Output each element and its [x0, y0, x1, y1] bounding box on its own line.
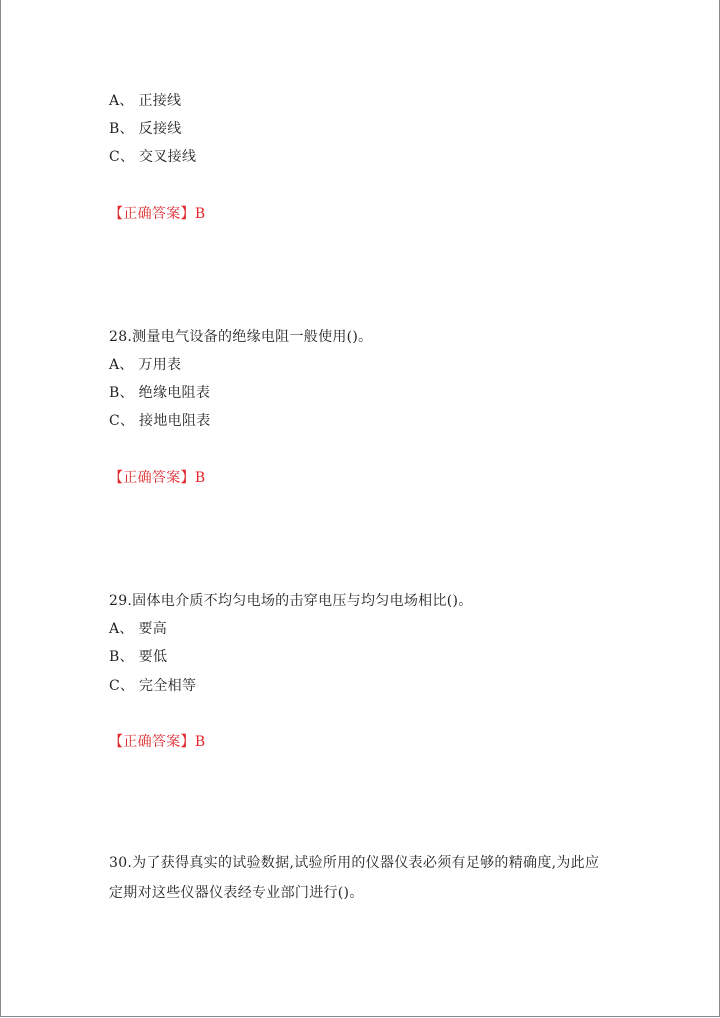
q27-answer-value: B [194, 206, 206, 222]
q28-option-b: B、 绝缘电阻表 [109, 385, 211, 401]
q29-option-b: B、 要低 [109, 649, 168, 665]
q28-answer-label: 【正确答案】 [109, 470, 195, 486]
q28-option-c: C、 接地电阻表 [109, 413, 211, 429]
q28-answer-value: B [194, 470, 206, 486]
q27-option-c: C、 交叉接线 [109, 149, 197, 165]
q28-option-a: A、 万用表 [109, 357, 182, 373]
q29-option-c: C、 完全相等 [109, 678, 197, 694]
q27-answer-label: 【正确答案】 [109, 206, 195, 222]
q27-option-a: A、 正接线 [109, 93, 182, 109]
q29-answer-value: B [194, 734, 206, 750]
q29-question: 29.固体电介质不均匀电场的击穿电压与均匀电场相比()。 [109, 593, 473, 609]
q30-question-line-2: 定期对这些仪器仪表经专业部门进行()。 [109, 885, 364, 901]
q29-answer-label: 【正确答案】 [109, 734, 195, 750]
q27-option-b: B、 反接线 [109, 121, 182, 137]
q30-question-line-1: 30.为了获得真实的试验数据,试验所用的仪器仪表必须有足够的精确度,为此应 [109, 855, 600, 871]
q28-correct-answer [109, 468, 205, 488]
q27-correct-answer [109, 204, 205, 224]
q29-correct-answer [109, 732, 205, 752]
q28-question: 28.测量电气设备的绝缘电阻一般使用()。 [109, 329, 373, 345]
q29-option-a: A、 要高 [109, 621, 168, 637]
